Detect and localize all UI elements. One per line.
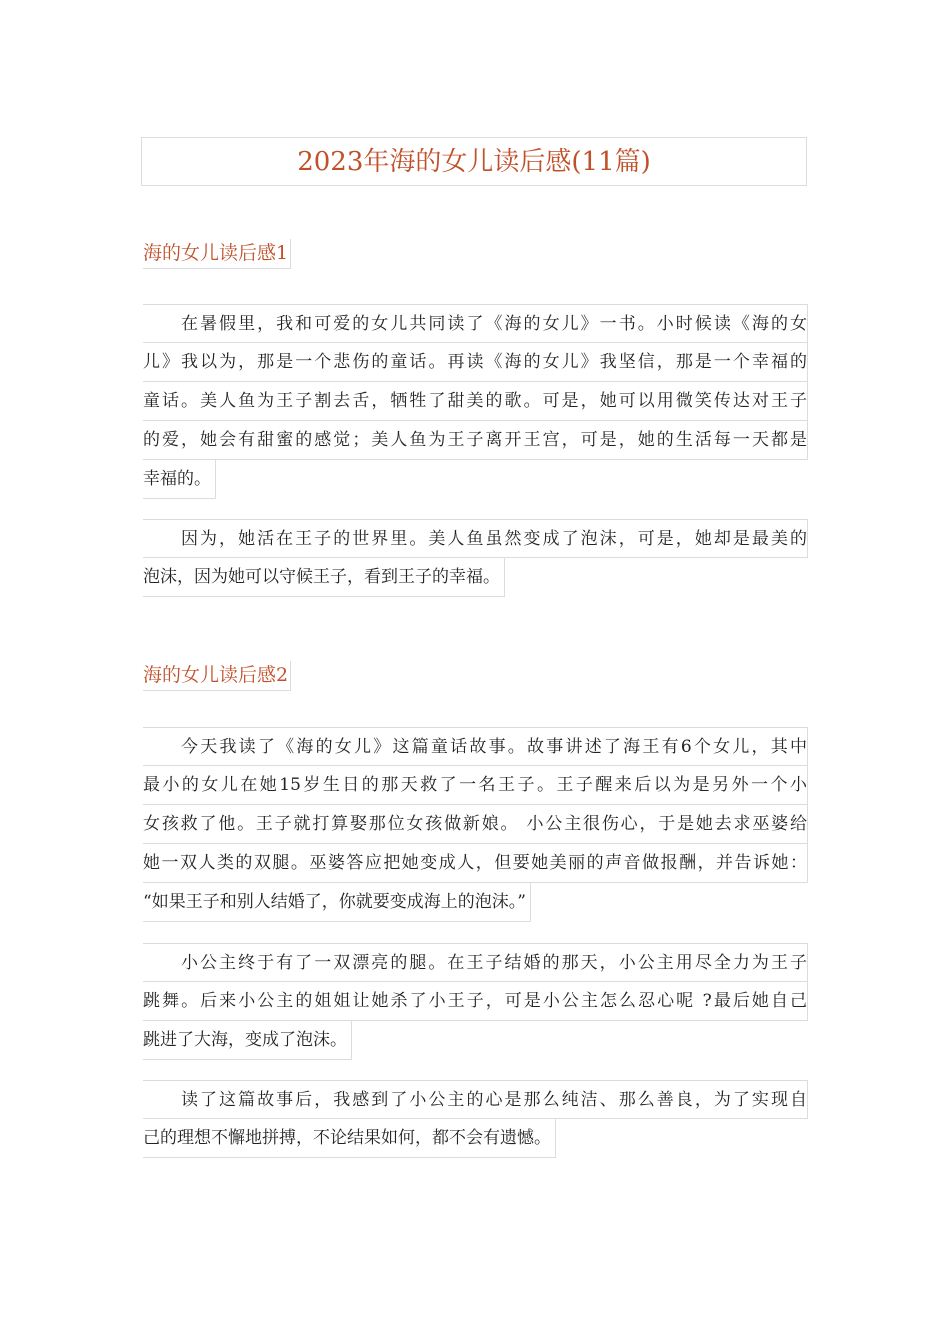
paragraph [143, 519, 808, 601]
text-line: 小公主终于有了一双漂亮的腿。在王子结婚的那天，小公主用尽全力为王子 [143, 943, 808, 982]
text-line: 跳进了大海，变成了泡沫。 [143, 1021, 352, 1060]
section-heading-1: 海的女儿读后感1 [143, 239, 291, 269]
text-line: 跳舞。后来小公主的姐姐让她杀了小王子，可是小公主怎么忍心呢 ?最后她自己 [143, 982, 808, 1021]
title-box [141, 137, 807, 186]
text-line: 儿》我以为，那是一个悲伤的童话。再读《海的女儿》我坚信，那是一个幸福的 [143, 343, 808, 382]
text-line: 她一双人类的双腿。巫婆答应把她变成人，但要她美丽的声音做报酬，并告诉她： [143, 844, 808, 883]
text-line: 在暑假里，我和可爱的女儿共同读了《海的女儿》一书。小时候读《海的女 [143, 304, 808, 343]
paragraph [143, 1080, 808, 1162]
text-line: 最小的女儿在她15岁生日的那天救了一名王子。王子醒来后以为是另外一个小 [143, 766, 808, 805]
paragraph [143, 727, 808, 926]
text-line: 女孩救了他。王子就打算娶那位女孩做新娘。 小公主很伤心，于是她去求巫婆给 [143, 805, 808, 844]
text-line: 的爱，她会有甜蜜的感觉；美人鱼为王子离开王宫，可是，她的生活每一天都是 [143, 421, 808, 460]
text-line: 因为，她活在王子的世界里。美人鱼虽然变成了泡沫，可是，她却是最美的 [143, 519, 808, 558]
document-title: 2023年海的女儿读后感(11篇) [297, 146, 651, 177]
text-line: “如果王子和别人结婚了，你就要变成海上的泡沫。” [143, 883, 531, 922]
text-line: 泡沫，因为她可以守候王子，看到王子的幸福。 [143, 558, 505, 597]
paragraph [143, 943, 808, 1064]
text-line: 读了这篇故事后，我感到了小公主的心是那么纯洁、那么善良，为了实现自 [143, 1080, 808, 1119]
text-line: 童话。美人鱼为王子割去舌，牺牲了甜美的歌。可是，她可以用微笑传达对王子 [143, 382, 808, 421]
text-line: 幸福的。 [143, 460, 216, 499]
text-line: 己的理想不懈地拼搏，不论结果如何，都不会有遗憾。 [143, 1119, 556, 1158]
paragraph [143, 304, 808, 503]
text-line: 今天我读了《海的女儿》这篇童话故事。故事讲述了海王有6个女儿，其中 [143, 727, 808, 766]
section-heading-2: 海的女儿读后感2 [143, 661, 291, 691]
